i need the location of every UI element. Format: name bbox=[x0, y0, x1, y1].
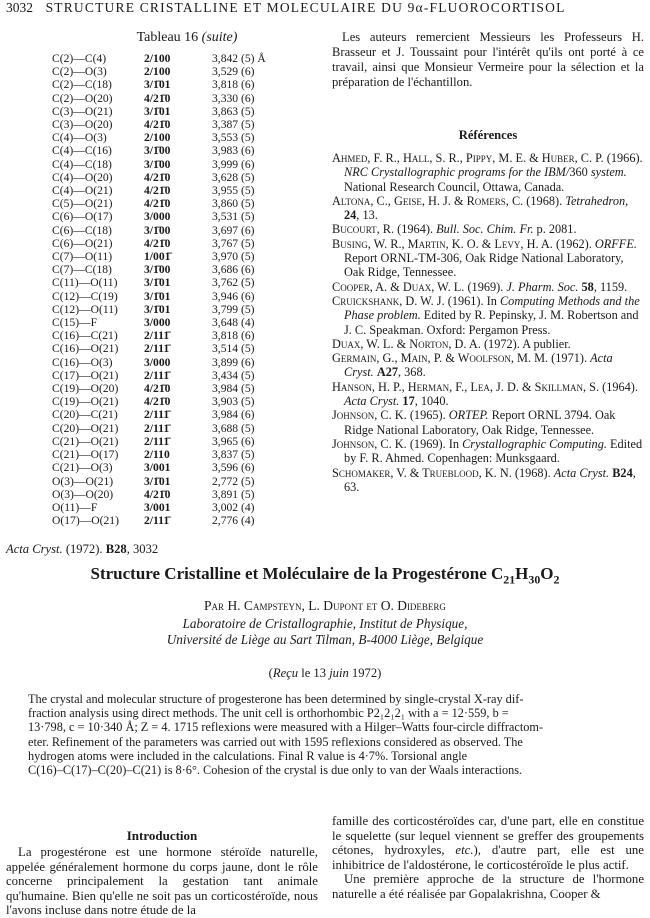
table-row bbox=[52, 448, 266, 461]
distance-cell: 3,514 (5) bbox=[212, 342, 255, 356]
symmetry-cell: 4/21̄0 bbox=[144, 487, 171, 501]
introduction-heading: Introduction bbox=[126, 828, 198, 843]
symmetry-cell: 2/111̄ bbox=[144, 408, 170, 422]
reference-entry: Ahmed, F. R., Hall, S. R., Pippy, M. E. & Huber, C. P. (1966). NRC Crystallographic programs for the IBM/360 system. National Research Council, Ottawa, Canada. bbox=[332, 151, 643, 194]
symmetry-cell: 3/1̄01 bbox=[144, 289, 171, 303]
introduction-left-paragraph: La progestérone est une hormone stéroïde naturelle, appelée généralement hormone du corps jaune, dont le rôle concerne principalement la gestation tant animale qu'humaine. Bien qu'elle ne soit pas un corticostéroïde, nous l'avons incluse dans notre étude de la bbox=[6, 845, 318, 918]
symmetry-cell: 3/1̄01 bbox=[144, 302, 171, 316]
atom-pair-cell: O(11)—F bbox=[52, 500, 98, 514]
received-date: (Reçu le 13 juin 1972) bbox=[268, 666, 382, 680]
distance-cell: 3,837 (5) bbox=[212, 448, 255, 462]
distance-cell: 3,946 (6) bbox=[212, 289, 255, 303]
distance-cell: 3,648 (4) bbox=[212, 316, 255, 330]
symmetry-cell: 4/21̄0 bbox=[144, 382, 171, 396]
distance-cell: 3,529 (6) bbox=[212, 65, 255, 79]
distance-cell: 3,899 (6) bbox=[212, 355, 255, 369]
atom-pair-cell: C(4)—C(18) bbox=[52, 157, 112, 171]
distance-cell: 3,999 (6) bbox=[212, 157, 255, 171]
table-row bbox=[52, 382, 266, 395]
atom-pair-cell: C(17)—O(21) bbox=[52, 368, 119, 382]
table-row bbox=[52, 224, 266, 237]
symmetry-cell: 2/111̄ bbox=[144, 434, 170, 448]
symmetry-cell: 3/1̄01 bbox=[144, 104, 171, 118]
reference-entry: Cooper, A. & Duax, W. L. (1969). J. Pharm. Soc. 58, 1159. bbox=[332, 279, 628, 294]
table-row bbox=[52, 197, 266, 210]
symmetry-cell: 4/21̄0 bbox=[144, 91, 171, 105]
reference-entry: Cruickshank, D. W. J. (1961). In Computing Methods and the Phase problem. Edited by R. Pepinsky, J. M. Robertson and J. C. Speakman. Oxford: Pergamon Press. bbox=[332, 293, 640, 337]
distance-cell: 3,984 (6) bbox=[212, 408, 255, 422]
table-row bbox=[52, 105, 266, 118]
table-row bbox=[52, 78, 266, 91]
atom-pair-cell: C(5)—O(21) bbox=[52, 197, 113, 211]
atom-pair-cell: C(15)—F bbox=[52, 316, 98, 330]
distance-cell: 3,697 (6) bbox=[212, 223, 255, 237]
table-row bbox=[52, 488, 266, 501]
symmetry-cell: 4/21̄0 bbox=[144, 184, 171, 198]
introduction-right-column bbox=[332, 814, 644, 902]
distance-cell: 3,387 (5) bbox=[212, 118, 255, 132]
table-row bbox=[52, 356, 266, 369]
atom-pair-cell: C(3)—O(21) bbox=[52, 104, 113, 118]
atom-pair-cell: C(16)—O(21) bbox=[52, 342, 119, 356]
distance-cell: 3,903 (5) bbox=[212, 395, 255, 409]
distance-cell: 3,818 (6) bbox=[212, 78, 255, 92]
distance-cell: 2,776 (4) bbox=[212, 514, 255, 528]
distance-cell: 3,767 (5) bbox=[212, 236, 255, 250]
symmetry-cell: 1/001̄ bbox=[144, 250, 171, 264]
table-row bbox=[52, 501, 266, 514]
atom-pair-cell: O(17)—O(21) bbox=[52, 514, 119, 528]
atom-pair-cell: C(7)—O(11) bbox=[52, 250, 113, 264]
abstract-line: 13·798, c = 10·340 Å; Z = 4. 1715 reflexions were measured with a Hilger–Watts four-circle diffractom- bbox=[28, 720, 544, 735]
table-row bbox=[52, 316, 266, 329]
symmetry-cell: 4/21̄0 bbox=[144, 118, 171, 132]
atom-pair-cell: C(20)—O(21) bbox=[52, 421, 119, 435]
symmetry-cell: 3/1̄00 bbox=[144, 263, 171, 277]
symmetry-cell: 3/000 bbox=[144, 210, 171, 224]
atom-pair-cell: C(2)—C(18) bbox=[52, 78, 112, 92]
table-row bbox=[52, 422, 266, 435]
abstract-line: fraction analysis using direct methods. The unit cell is orthorhombic P2₁2₁2₁ with a = 12·559, b = bbox=[28, 706, 509, 721]
symmetry-cell: 3/1̄00 bbox=[144, 223, 171, 237]
table-row bbox=[52, 171, 266, 184]
atom-pair-cell: C(2)—C(4) bbox=[52, 52, 107, 65]
atom-pair-cell: C(20)—C(21) bbox=[52, 408, 118, 422]
atom-pair-cell: C(4)—O(3) bbox=[52, 131, 107, 145]
atom-pair-cell: C(21)—O(17) bbox=[52, 448, 119, 462]
symmetry-cell: 2/111̄ bbox=[144, 329, 170, 343]
references-list bbox=[332, 151, 644, 494]
table-row bbox=[52, 92, 266, 105]
atom-pair-cell: C(12)—C(19) bbox=[52, 289, 118, 303]
table-row bbox=[52, 118, 266, 131]
table-row bbox=[52, 514, 266, 527]
reference-entry: Busing, W. R., Martin, K. O. & Levy, H. A. (1962). ORFFE. Report ORNL-TM-306, Oak Ridge National Laboratory, Oak Ridge, Tennessee. bbox=[332, 236, 637, 280]
symmetry-cell: 4/21̄0 bbox=[144, 236, 171, 250]
atom-pair-cell: C(6)—O(17) bbox=[52, 210, 113, 224]
table-row bbox=[52, 329, 266, 342]
introduction-right-paragraph-1: famille des corticostéroïdes car, d'une part, elle en constitue le squelette (sur lequel viennent se greffer des groupements cétones, hydroxyles, etc.), d'autre part, elle est une inhibitrice de l'aldostérone, le corticostéroïde le plus actif. bbox=[332, 814, 644, 872]
table-row bbox=[52, 290, 266, 303]
running-title: STRUCTURE CRISTALLINE ET MOLECULAIRE DU 9α-FLUOROCORTISOL bbox=[45, 0, 566, 15]
article-citation: Acta Cryst. (1972). B28, 3032 bbox=[6, 542, 159, 556]
acknowledgement: Les auteurs remercient Messieurs les Professeurs H. Brasseur et J. Toussaint pour l'intérêt qu'ils ont porté à ce travail, ainsi que Monsieur Vermeire pour la sélection et la préparation de l'échantillon. bbox=[332, 30, 644, 89]
symmetry-cell: 3/1̄01 bbox=[144, 78, 171, 92]
symmetry-cell: 4/21̄0 bbox=[144, 395, 171, 409]
abstract-line: The crystal and molecular structure of progesterone has been determined by single-crystal X-ray dif- bbox=[28, 692, 524, 706]
table-row bbox=[52, 158, 266, 171]
table-caption: Tableau 16 (suite) bbox=[136, 30, 238, 45]
table-row bbox=[52, 342, 266, 355]
atom-pair-cell: C(2)—O(3) bbox=[52, 65, 107, 79]
table-row bbox=[52, 369, 266, 382]
symmetry-cell: 2/111̄ bbox=[144, 514, 170, 528]
symmetry-cell: 2/110 bbox=[144, 448, 170, 462]
right-column bbox=[332, 30, 644, 494]
symmetry-cell: 3/1̄00 bbox=[144, 144, 171, 158]
distance-cell: 3,762 (5) bbox=[212, 276, 255, 290]
distance-cell: 3,686 (6) bbox=[212, 263, 255, 277]
table-row bbox=[52, 303, 266, 316]
article-authors: Par H. Campsteyn, L. Dupont et O. Dideberg bbox=[204, 598, 446, 613]
table-row bbox=[52, 65, 266, 78]
reference-entry: Altona, C., Geise, H. J. & Romers, C. (1968). Tetrahedron, 24, 13. bbox=[332, 193, 629, 223]
table-16 bbox=[52, 30, 322, 527]
references-heading: Références bbox=[458, 128, 518, 142]
table-row bbox=[52, 475, 266, 488]
atom-pair-cell: C(3)—O(20) bbox=[52, 118, 113, 132]
distance-cell: 3,891 (5) bbox=[212, 487, 255, 501]
distance-cell: 3,553 (5) bbox=[212, 131, 255, 145]
symmetry-cell: 3/1̄01 bbox=[144, 276, 171, 290]
atom-pair-cell: C(21)—O(21) bbox=[52, 434, 119, 448]
distance-cell: 3,965 (6) bbox=[212, 434, 255, 448]
symmetry-cell: 3/1̄01 bbox=[144, 474, 171, 488]
table-row bbox=[52, 237, 266, 250]
distance-cell: 3,799 (5) bbox=[212, 302, 255, 316]
distance-cell: 3,434 (5) bbox=[212, 368, 255, 382]
atom-pair-cell: C(6)—C(18) bbox=[52, 223, 112, 237]
distance-cell: 2,772 (5) bbox=[212, 474, 255, 488]
distance-cell: 3,842 (5) Å bbox=[212, 52, 266, 65]
distance-cell: 3,983 (6) bbox=[212, 144, 255, 158]
symmetry-cell: 2/111̄ bbox=[144, 421, 170, 435]
atom-pair-cell: C(16)—C(21) bbox=[52, 329, 118, 343]
atom-pair-cell: C(16)—O(3) bbox=[52, 355, 113, 369]
distance-cell: 3,628 (5) bbox=[212, 170, 255, 184]
atom-pair-cell: C(11)—O(11) bbox=[52, 276, 118, 290]
atom-pair-cell: C(19)—O(21) bbox=[52, 395, 119, 409]
distance-cell: 3,984 (5) bbox=[212, 382, 255, 396]
distance-cell: 3,863 (5) bbox=[212, 104, 255, 118]
distance-cell: 3,970 (5) bbox=[212, 250, 255, 264]
table-row bbox=[52, 52, 266, 65]
reference-entry: Hanson, H. P., Herman, F., Lea, J. D. & Skillman, S. (1964). Acta Cryst. 17, 1040. bbox=[332, 379, 638, 409]
table-row bbox=[52, 435, 266, 448]
atom-pair-cell: C(21)—O(3) bbox=[52, 461, 113, 475]
atom-pair-cell: C(4)—C(16) bbox=[52, 144, 112, 158]
distance-cell: 3,002 (4) bbox=[212, 500, 255, 514]
distance-cell: 3,531 (5) bbox=[212, 210, 255, 224]
atom-pair-cell: C(19)—O(20) bbox=[52, 382, 119, 396]
affiliation: Laboratoire de Cristallographie, Institut de Physique, Université de Liège au Sart Tilman, B-4000 Liège, Belgique bbox=[166, 616, 484, 647]
table-row bbox=[52, 131, 266, 144]
table-row bbox=[52, 263, 266, 276]
atom-pair-cell: C(2)—O(20) bbox=[52, 91, 113, 105]
distance-cell: 3,688 (5) bbox=[212, 421, 255, 435]
article-title: Structure Cristalline et Moléculaire de la Progestérone $C_{21}H_{30}O_2$ bbox=[90, 564, 560, 587]
table-row bbox=[52, 144, 266, 157]
table-row bbox=[52, 210, 266, 223]
table-row bbox=[52, 184, 266, 197]
table-row bbox=[52, 395, 266, 408]
contacts-table bbox=[52, 52, 266, 527]
reference-entry: Schomaker, V. & Trueblood, K. N. (1968). Acta Cryst. B24, 63. bbox=[332, 465, 636, 494]
reference-entry: Bucourt, R. (1964). Bull. Soc. Chim. Fr. p. 2081. bbox=[332, 222, 577, 237]
symmetry-cell: 2/100 bbox=[144, 52, 171, 65]
symmetry-cell: 3/001 bbox=[144, 461, 171, 475]
table-row bbox=[52, 408, 266, 421]
distance-cell: 3,860 (5) bbox=[212, 197, 255, 211]
abstract bbox=[28, 692, 622, 777]
distance-cell: 3,818 (6) bbox=[212, 329, 255, 343]
atom-pair-cell: C(4)—O(20) bbox=[52, 170, 113, 184]
page-number: 3032 bbox=[6, 0, 33, 15]
reference-entry: Germain, G., Main, P. & Woolfson, M. M. (1971). Acta Cryst. A27, 368. bbox=[332, 351, 613, 380]
reference-entry: Duax, W. L. & Norton, D. A. (1972). A publier. bbox=[332, 336, 571, 351]
table-row bbox=[52, 276, 266, 289]
atom-pair-cell: C(4)—O(21) bbox=[52, 184, 113, 198]
table-row bbox=[52, 461, 266, 474]
abstract-line: eter. Refinement of the parameters was carried out with 1595 reflexions considered as observed. The bbox=[28, 734, 523, 749]
symmetry-cell: 3/001 bbox=[144, 500, 171, 514]
symmetry-cell: 2/100 bbox=[144, 131, 171, 145]
atom-pair-cell: C(6)—O(21) bbox=[52, 236, 113, 250]
symmetry-cell: 3/000 bbox=[144, 355, 171, 369]
reference-entry: Johnson, C. K. (1969). In Crystallographic Computing. Edited by F. R. Ahmed. Copenhagen: Munksgaard. bbox=[332, 436, 643, 466]
atom-pair-cell: C(7)—C(18) bbox=[52, 263, 112, 277]
symmetry-cell: 3/000 bbox=[144, 316, 171, 330]
symmetry-cell: 2/111̄ bbox=[144, 342, 170, 356]
atom-pair-cell: O(3)—O(21) bbox=[52, 474, 114, 488]
symmetry-cell: 4/21̄0 bbox=[144, 197, 171, 211]
symmetry-cell: 4/21̄0 bbox=[144, 170, 171, 184]
symmetry-cell: 2/111̄ bbox=[144, 368, 170, 382]
distance-cell: 3,955 (5) bbox=[212, 184, 255, 198]
reference-entry: Johnson, C. K. (1965). ORTEP. Report ORNL 3794. Oak Ridge National Laboratory, Oak Ridge, Tennessee. bbox=[332, 408, 616, 437]
abstract-line: C(16)–C(17)–C(20)–C(21) is 8·6°. Cohesion of the crystal is due only to van der Waals interactions. bbox=[28, 763, 523, 778]
symmetry-cell: 2/100 bbox=[144, 65, 171, 79]
atom-pair-cell: C(12)—O(11) bbox=[52, 302, 118, 316]
table-row bbox=[52, 250, 266, 263]
distance-cell: 3,596 (6) bbox=[212, 461, 255, 475]
atom-pair-cell: O(3)—O(20) bbox=[52, 487, 114, 501]
introduction-right-paragraph-2: Une première approche de la structure de l'hormone naturelle a été réalisée par Gopalakrishna, Cooper & bbox=[332, 872, 644, 901]
abstract-line: hydrogen atoms were included in the calculations. Final R value is 4·7%. Torsional angle bbox=[28, 748, 468, 763]
running-header bbox=[6, 0, 644, 18]
symmetry-cell: 3/1̄00 bbox=[144, 157, 171, 171]
distance-cell: 3,330 (6) bbox=[212, 91, 255, 105]
